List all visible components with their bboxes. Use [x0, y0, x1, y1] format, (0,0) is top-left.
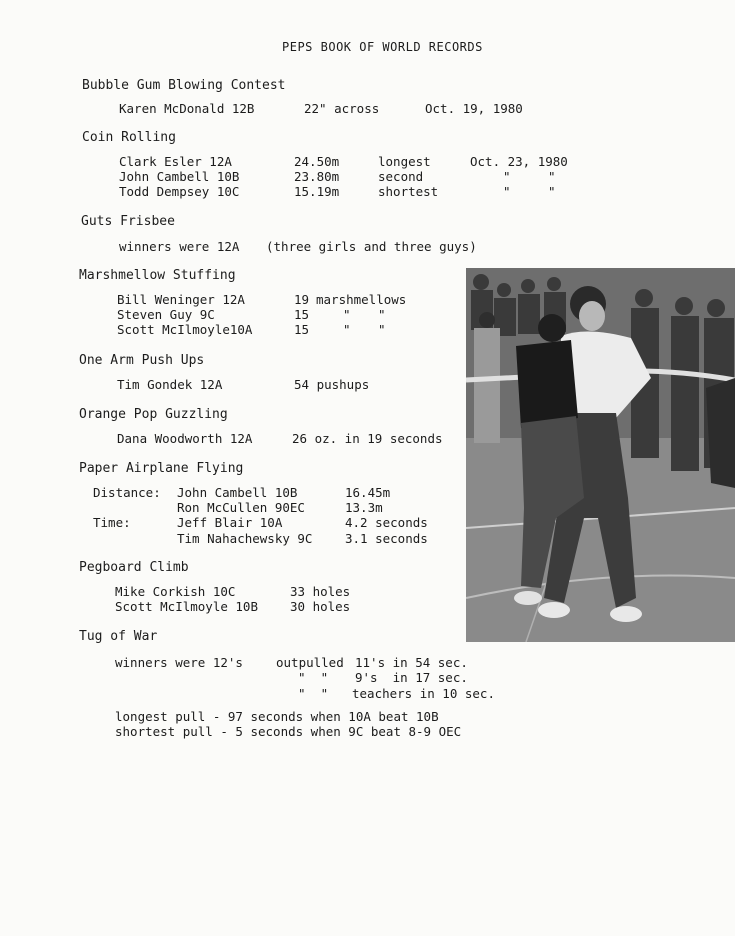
ditto-mark: " — [548, 169, 556, 184]
record-result: 30 holes — [290, 599, 351, 614]
record-note: shortest — [378, 184, 439, 199]
tug-prefix: " " — [298, 670, 329, 685]
record-date: Oct. 19, 1980 — [425, 101, 523, 116]
record-count: 19 — [294, 292, 310, 307]
record-date: Oct. 23, 1980 — [470, 154, 568, 169]
record-name: Mike Corkish 10C — [115, 584, 236, 599]
record-result: 22" across — [304, 101, 380, 116]
record-name: Clark Esler 12A — [119, 154, 232, 169]
record-name: Todd Dempsey 10C — [119, 184, 240, 199]
record-name: Karen McDonald 12B — [119, 101, 255, 116]
section-heading-bubble-gum: Bubble Gum Blowing Contest — [82, 78, 286, 93]
record-name: John Cambell 10B — [177, 485, 298, 500]
record-result: 15.19m — [294, 184, 340, 199]
record-result: 16.45m — [345, 485, 391, 500]
section-heading-pegboard: Pegboard Climb — [79, 560, 189, 575]
ditto-mark: " — [503, 169, 511, 184]
record-result: 3.1 seconds — [345, 531, 428, 546]
ditto-mark: " — [503, 184, 511, 199]
tug-of-war-photo — [466, 268, 735, 642]
ditto-mark: " — [378, 307, 386, 322]
record-count: 15 — [294, 322, 310, 337]
record-line: winners were 12A — [119, 239, 240, 254]
tug-line: 9's in 17 sec. — [355, 670, 468, 685]
record-result: 26 oz. in 19 seconds — [292, 431, 443, 446]
ditto-mark: " — [548, 184, 556, 199]
record-note: second — [378, 169, 424, 184]
section-heading-push-ups: One Arm Push Ups — [79, 353, 205, 368]
record-name: Steven Guy 9C — [117, 307, 215, 322]
record-name: Ron McCullen 90EC — [177, 500, 305, 515]
section-heading-marshmellow: Marshmellow Stuffing — [79, 268, 236, 283]
tug-prefix: outpulled — [276, 655, 344, 670]
record-name: Tim Gondek 12A — [117, 377, 223, 392]
record-note: longest — [378, 154, 431, 169]
record-result: 23.80m — [294, 169, 340, 184]
record-name: Scott McIlmoyle 10B — [115, 599, 258, 614]
record-result: 33 holes — [290, 584, 351, 599]
page-title: PEPS BOOK OF WORLD RECORDS — [282, 40, 483, 54]
record-result: 24.50m — [294, 154, 340, 169]
tug-line: 11's in 54 sec. — [355, 655, 468, 670]
record-name: Jeff Blair 10A — [177, 515, 283, 530]
section-heading-orange-pop: Orange Pop Guzzling — [79, 407, 228, 422]
record-name: John Cambell 10B — [119, 169, 240, 184]
record-name: Bill Weninger 12A — [117, 292, 245, 307]
record-result: 54 pushups — [294, 377, 370, 392]
section-heading-paper-airplane: Paper Airplane Flying — [79, 461, 244, 476]
record-unit: marshmellows — [316, 292, 407, 307]
tug-prefix: " " — [298, 686, 329, 701]
record-line: longest pull - 97 seconds when 10A beat 10B — [115, 709, 439, 724]
record-result: 4.2 seconds — [345, 515, 428, 530]
section-heading-coin-rolling: Coin Rolling — [82, 130, 176, 145]
record-line: shortest pull - 5 seconds when 9C beat 8-9 OEC — [115, 724, 462, 739]
record-line: winners were 12's — [115, 655, 243, 670]
distance-label: Distance: — [93, 485, 161, 500]
ditto-mark: " — [343, 322, 351, 337]
record-name: Dana Woodworth 12A — [117, 431, 253, 446]
section-heading-tug-of-war: Tug of War — [79, 629, 158, 644]
record-name: Tim Nahachewsky 9C — [177, 531, 313, 546]
tug-line: teachers in 10 sec. — [352, 686, 495, 701]
record-result: 13.3m — [345, 500, 383, 515]
section-heading-guts-frisbee: Guts Frisbee — [81, 214, 175, 229]
record-count: 15 — [294, 307, 310, 322]
ditto-mark: " — [378, 322, 386, 337]
record-name: Scott McIlmoyle10A — [117, 322, 253, 337]
time-label: Time: — [93, 515, 131, 530]
ditto-mark: " — [343, 307, 351, 322]
record-note: (three girls and three guys) — [266, 239, 477, 254]
